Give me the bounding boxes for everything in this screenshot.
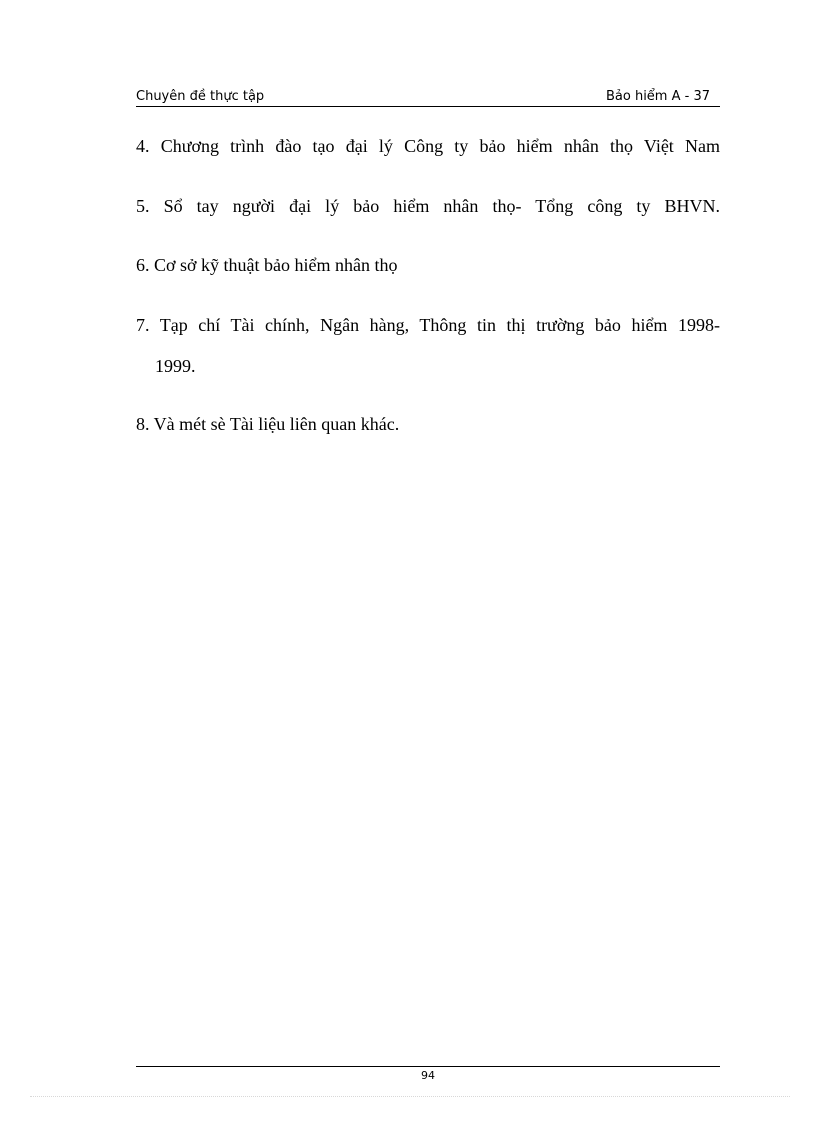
reference-item-7: 7. Tạp chí Tài chính, Ngân hàng, Thông tin thị trường bảo hiểm 1998- [136, 315, 720, 335]
header-title-left: Chuyên đề thực tập [136, 89, 265, 104]
reference-item-8: 8. Và mét sè Tài liệu liên quan khác. [136, 414, 400, 434]
page-number: 94 [421, 1069, 435, 1082]
header-title-right: Bảo hiểm A - 37 [605, 89, 710, 104]
reference-item-6: 6. Cơ sở kỹ thuật bảo hiểm nhân thọ [136, 255, 398, 275]
footer-divider [136, 1066, 720, 1067]
page-header [136, 86, 720, 107]
page-bottom-dotted-divider [30, 1096, 790, 1097]
reference-item-7-continuation: 1999. [155, 356, 196, 376]
reference-item-4: 4. Chương trình đào tạo đại lý Công ty bảo hiểm nhân thọ Việt Nam [136, 136, 720, 156]
reference-item-5: 5. Sổ tay người đại lý bảo hiểm nhân thọ- Tổng công ty BHVN. [136, 196, 720, 216]
